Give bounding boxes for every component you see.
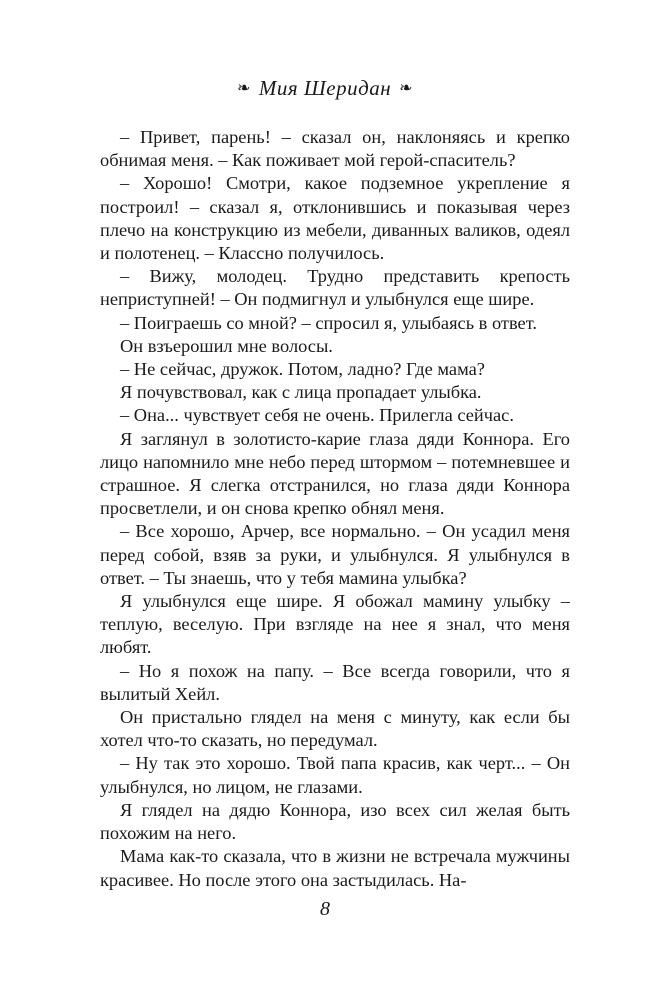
paragraph: Я глядел на дядю Коннора, изо всех сил желая быть похожим на него.: [100, 799, 570, 844]
paragraph: – Но я похож на папу. – Все всегда говорили, что я вылитый Хейл.: [100, 660, 570, 704]
paragraph: Он взъерошил мне волосы.: [120, 335, 333, 356]
page-number: 8: [320, 898, 330, 920]
running-header: [0, 76, 650, 101]
paragraph: – Ну так это хорошо. Твой папа красив, как черт... – Он улыбнулся, но лицом, не глазами.: [100, 753, 570, 797]
paragraph: – Она... чувствует себя не очень. Прилегла сейчас.: [120, 405, 514, 426]
paragraph: Мама как-то сказала, что в жизни не встречала мужчины красивее. Но после этого она застыдилась. На-: [100, 846, 570, 890]
paragraph: Я почувствовал, как с лица пропадает улыбка.: [120, 382, 482, 403]
paragraph: – Все хорошо, Арчер, все нормально. – Он усадил меня перед собой, взяв за руки, и улыбнулся. Я улыбнулся в ответ. – Ты знаешь, что у тебя мамина улыбка?: [100, 521, 570, 588]
flourish-ornament-icon: ❧: [399, 80, 414, 97]
paragraph: – Хорошо! Смотри, какое подземное укрепление я построил! – сказал я, отклонившись и показывая через плечо на конструкцию из мебели, диванных валиков, одеял и полотенец. – Классно получилось.: [100, 173, 570, 264]
paragraph: – Не сейчас, дружок. Потом, ладно? Где мама?: [120, 359, 485, 380]
body-text: [100, 126, 570, 892]
paragraph: – Вижу, молодец. Трудно представить крепость неприступней! – Он подмигнул и улыбнулся еще шире.: [100, 266, 570, 310]
flourish-ornament-icon: ❧: [236, 80, 251, 97]
paragraph: – Поиграешь со мной? – спросил я, улыбаясь в ответ.: [120, 312, 537, 333]
paragraph: Я улыбнулся еще шире. Я обожал мамину улыбку – теплую, веселую. При взгляде на нее я знал, что меня любят.: [100, 591, 570, 658]
paragraph: – Привет, парень! – сказал он, наклоняясь и крепко обнимая меня. – Как поживает мой герой-спаситель?: [100, 127, 570, 171]
paragraph: Я заглянул в золотисто-карие глаза дяди Коннора. Его лицо напомнило мне небо перед штормом – потемневшее и страшное. Я слегка отстранился, но глаза дяди Коннора просветлели, и он снова крепко обнял меня.: [100, 428, 570, 519]
author-name: Мия Шеридан: [258, 76, 392, 100]
paragraph: Он пристально глядел на меня с минуту, как если бы хотел что-то сказать, но передумал.: [100, 707, 570, 751]
